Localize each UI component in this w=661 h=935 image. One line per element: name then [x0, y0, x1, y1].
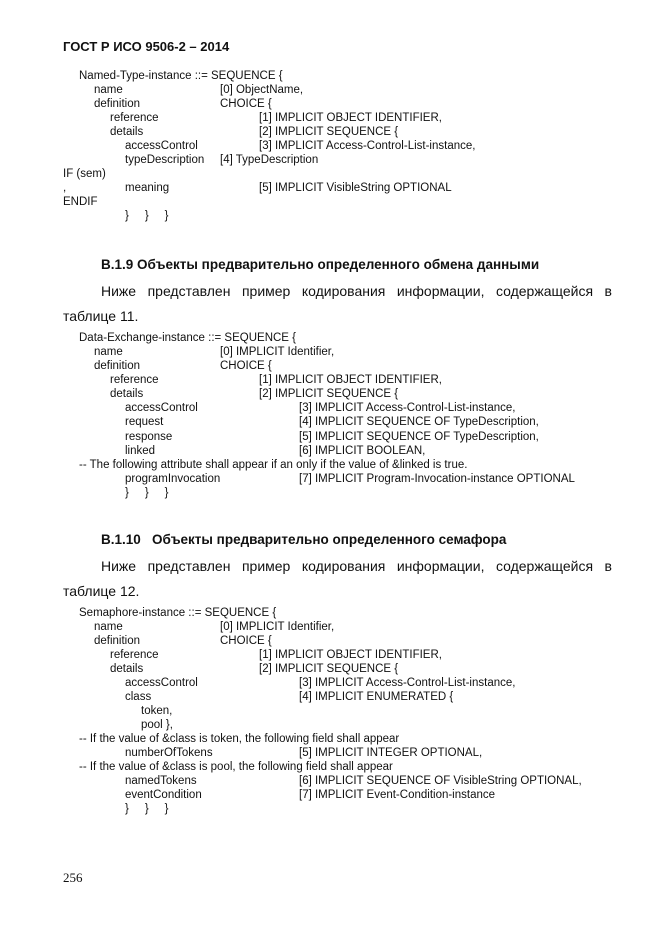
code-directive: ENDIF — [63, 196, 98, 208]
code-value: [3] IMPLICIT Access-Control-List-instance, — [259, 140, 476, 152]
code-value: [1] IMPLICIT OBJECT IDENTIFIER, — [259, 374, 442, 386]
code-comment: -- The following attribute shall appear if an only if the value of &linked is true. — [79, 459, 468, 471]
code-key: reference — [110, 112, 159, 124]
code-key: details — [110, 388, 144, 400]
code-close-braces: } } } — [125, 210, 169, 222]
code-value: CHOICE { — [220, 98, 272, 110]
code-key: accessControl — [125, 140, 198, 152]
code-value: [1] IMPLICIT OBJECT IDENTIFIER, — [259, 649, 442, 661]
code-key: accessControl — [125, 402, 198, 414]
section-heading-b1-10: B.1.10 Объекты предварительно определенного семафора — [101, 532, 507, 547]
code-punctuation: , — [63, 182, 67, 194]
code-value: [3] IMPLICIT Access-Control-List-instance, — [299, 402, 516, 414]
code-key: request — [125, 416, 164, 428]
code-line: Named-Type-instance ::= SEQUENCE { — [79, 70, 283, 82]
document-header: ГОСТ Р ИСО 9506-2 – 2014 — [63, 39, 230, 54]
paragraph-line: Ниже представлен пример кодирования информации, содержащейся в — [101, 283, 612, 299]
code-value: [2] IMPLICIT SEQUENCE { — [259, 663, 399, 675]
code-key: reference — [110, 649, 159, 661]
code-comment: -- If the value of &class is token, the following field shall appear — [79, 733, 400, 745]
code-key: definition — [94, 98, 141, 110]
code-value: [0] ObjectName, — [220, 84, 304, 96]
code-value: [4] TypeDescription — [220, 154, 319, 166]
code-value: [5] IMPLICIT INTEGER OPTIONAL, — [299, 747, 483, 759]
code-key: details — [110, 126, 144, 138]
code-value: [6] IMPLICIT BOOLEAN, — [299, 445, 426, 457]
code-key: namedTokens — [125, 775, 197, 787]
code-key: linked — [125, 445, 156, 457]
code-enum-item: token, — [141, 705, 173, 717]
paragraph-line: таблице 12. — [63, 583, 140, 599]
code-value: [0] IMPLICIT Identifier, — [220, 621, 335, 633]
code-key: response — [125, 431, 173, 443]
code-key: numberOfTokens — [125, 747, 213, 759]
code-value: [2] IMPLICIT SEQUENCE { — [259, 126, 399, 138]
code-key: reference — [110, 374, 159, 386]
code-value: [5] IMPLICIT SEQUENCE OF TypeDescription, — [299, 431, 539, 443]
code-key: meaning — [125, 182, 170, 194]
page-number: 256 — [63, 870, 83, 885]
section-heading-b1-9: B.1.9 Объекты предварительно определенного обмена данными — [101, 257, 540, 272]
code-value: CHOICE { — [220, 635, 272, 647]
code-key: accessControl — [125, 677, 198, 689]
code-value: [6] IMPLICIT SEQUENCE OF VisibleString OPTIONAL, — [299, 775, 582, 787]
code-value: [7] IMPLICIT Event-Condition-instance — [299, 789, 496, 801]
paragraph-line: Ниже представлен пример кодирования информации, содержащейся в — [101, 558, 612, 574]
code-value: CHOICE { — [220, 360, 272, 372]
code-enum-item: pool }, — [141, 719, 173, 731]
code-key: name — [94, 621, 123, 633]
code-value: [1] IMPLICIT OBJECT IDENTIFIER, — [259, 112, 442, 124]
code-close-braces: } } } — [125, 487, 169, 499]
code-key: programInvocation — [125, 473, 221, 485]
code-comment: -- If the value of &class is pool, the following field shall appear — [79, 761, 393, 773]
code-key: definition — [94, 360, 141, 372]
code-value: [5] IMPLICIT VisibleString OPTIONAL — [259, 182, 452, 194]
code-close-braces: } } } — [125, 803, 169, 815]
code-value: [7] IMPLICIT Program-Invocation-instance OPTIONAL — [299, 473, 575, 485]
code-key: class — [125, 691, 152, 703]
code-key: name — [94, 346, 123, 358]
code-key: name — [94, 84, 123, 96]
code-value: [4] IMPLICIT SEQUENCE OF TypeDescription, — [299, 416, 539, 428]
code-key: definition — [94, 635, 141, 647]
code-key: typeDescription — [125, 154, 205, 166]
code-value: [2] IMPLICIT SEQUENCE { — [259, 388, 399, 400]
code-directive: IF (sem) — [63, 168, 106, 180]
code-key: details — [110, 663, 144, 675]
code-line: Semaphore-instance ::= SEQUENCE { — [79, 607, 277, 619]
code-value: [4] IMPLICIT ENUMERATED { — [299, 691, 454, 703]
paragraph-line: таблице 11. — [63, 308, 139, 324]
code-key: eventCondition — [125, 789, 202, 801]
code-value: [3] IMPLICIT Access-Control-List-instance, — [299, 677, 516, 689]
code-value: [0] IMPLICIT Identifier, — [220, 346, 335, 358]
code-line: Data-Exchange-instance ::= SEQUENCE { — [79, 332, 297, 344]
